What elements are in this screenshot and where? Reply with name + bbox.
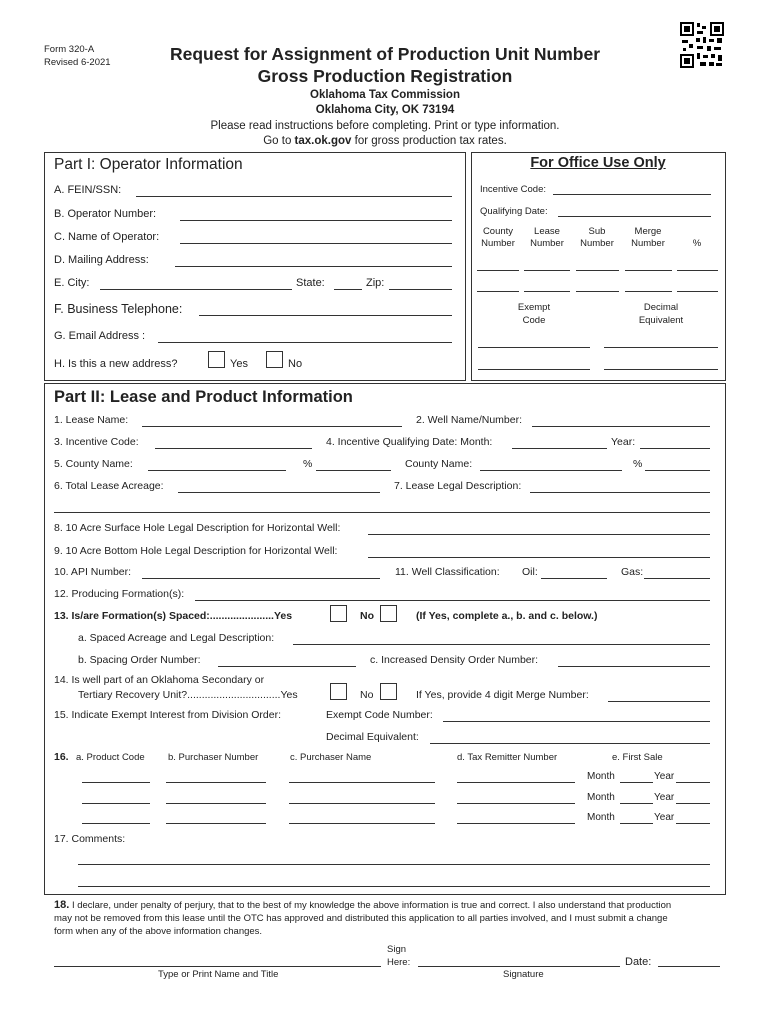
surface-hole-field[interactable] bbox=[368, 534, 710, 535]
density-order-field[interactable] bbox=[558, 666, 710, 667]
lease-legal-label: 7. Lease Legal Description: bbox=[394, 480, 522, 492]
incentive-code-label: 3. Incentive Code: bbox=[54, 436, 139, 448]
well-name-field[interactable] bbox=[532, 426, 710, 427]
decimal-equivalent-label: Decimal Equivalent: bbox=[326, 731, 419, 743]
operator-number-field[interactable] bbox=[180, 220, 452, 221]
tax-website-link[interactable]: tax.ok.gov bbox=[294, 135, 352, 147]
spaced-yes-checkbox[interactable] bbox=[330, 605, 347, 622]
decimal-equivalent-field[interactable] bbox=[430, 743, 710, 744]
county-pct-2-field[interactable] bbox=[645, 470, 710, 471]
surface-hole-label: 8. 10 Acre Surface Hole Legal Description for Horizontal Well: bbox=[54, 522, 341, 534]
first-sale-month-label-1: Month bbox=[587, 771, 615, 782]
county-name-field[interactable] bbox=[148, 470, 286, 471]
new-address-label: H. Is this a new address? bbox=[54, 358, 178, 370]
new-address-yes-label: Yes bbox=[230, 358, 248, 370]
state-field[interactable] bbox=[334, 289, 362, 290]
office-merge-field-1[interactable] bbox=[625, 270, 672, 271]
lease-legal-field-2[interactable] bbox=[54, 512, 710, 513]
lease-name-field[interactable] bbox=[142, 426, 402, 427]
incentive-code-field[interactable] bbox=[155, 448, 312, 449]
county-name-2-label: County Name: bbox=[405, 458, 473, 470]
purchaser-number-field-1[interactable] bbox=[166, 782, 266, 783]
instructions: Please read instructions before completing. Print or type information. bbox=[210, 120, 560, 132]
incentive-date-label: 4. Incentive Qualifying Date: Month: bbox=[326, 436, 493, 448]
form-subtitle: Gross Production Registration bbox=[257, 66, 513, 86]
operator-number-label: B. Operator Number: bbox=[54, 208, 157, 220]
formations-label: 12. Producing Formation(s): bbox=[54, 588, 185, 600]
business-telephone-field[interactable] bbox=[199, 315, 452, 316]
well-class-oil-field[interactable] bbox=[541, 578, 607, 579]
office-county-field-2[interactable] bbox=[477, 291, 519, 292]
county-pct-2-label: % bbox=[633, 458, 643, 470]
mailing-address-label: D. Mailing Address: bbox=[54, 254, 149, 266]
fein-label: A. FEIN/SSN: bbox=[54, 184, 122, 196]
exempt-code-header: Exempt Code bbox=[517, 302, 551, 326]
spaced-label: 13. Is/are Formation(s) Spaced:......................Yes bbox=[54, 610, 293, 622]
first-sale-header: e. First Sale bbox=[612, 752, 663, 763]
product-code-field-3[interactable] bbox=[82, 823, 150, 824]
bottom-hole-field[interactable] bbox=[368, 557, 710, 558]
exempt-code-label: Exempt Code Number: bbox=[326, 709, 433, 721]
incentive-year-field[interactable] bbox=[640, 448, 710, 449]
api-number-field[interactable] bbox=[142, 578, 380, 579]
lease-name-label: 1. Lease Name: bbox=[54, 414, 129, 426]
first-sale-month-field-3[interactable] bbox=[620, 823, 653, 824]
zip-field[interactable] bbox=[389, 289, 452, 290]
county-pct-label: % bbox=[303, 458, 313, 470]
purchaser-name-field-1[interactable] bbox=[289, 782, 435, 783]
fein-field[interactable] bbox=[136, 196, 452, 197]
tax-remitter-field-3[interactable] bbox=[457, 823, 575, 824]
office-pct-field-1[interactable] bbox=[677, 270, 718, 271]
merge-number-field[interactable] bbox=[608, 701, 710, 702]
new-address-yes-checkbox[interactable] bbox=[208, 351, 225, 368]
signature-label: Signature bbox=[503, 969, 544, 980]
office-decimal-field-2[interactable] bbox=[604, 369, 718, 370]
product-code-field-1[interactable] bbox=[82, 782, 150, 783]
office-qualifying-label: Qualifying Date: bbox=[480, 206, 548, 217]
purchaser-number-field-2[interactable] bbox=[166, 803, 266, 804]
date-field[interactable] bbox=[658, 966, 720, 967]
zip-label: Zip: bbox=[366, 277, 385, 289]
operator-name-label: C. Name of Operator: bbox=[54, 231, 160, 243]
product-code-field-2[interactable] bbox=[82, 803, 150, 804]
city-label: E. City: bbox=[54, 277, 90, 289]
density-order-label: c. Increased Density Order Number: bbox=[370, 654, 539, 666]
api-number-label: 10. API Number: bbox=[54, 566, 132, 578]
lease-acreage-label: 6. Total Lease Acreage: bbox=[54, 480, 164, 492]
tax-remitter-field-1[interactable] bbox=[457, 782, 575, 783]
product-code-header: a. Product Code bbox=[76, 752, 145, 763]
bottom-hole-label: 9. 10 Acre Bottom Hole Legal Description for Horizontal Well: bbox=[54, 545, 338, 557]
agency-address: Oklahoma City, OK 73194 bbox=[315, 104, 455, 116]
county-pct-field[interactable] bbox=[316, 470, 391, 471]
part1-title: Part I: Operator Information bbox=[54, 156, 243, 173]
sign-here-label: Sign Here: bbox=[387, 944, 411, 968]
first-sale-month-field-1[interactable] bbox=[620, 782, 653, 783]
comments-field-1[interactable] bbox=[78, 864, 710, 865]
incentive-year-label: Year: bbox=[611, 436, 636, 448]
first-sale-year-field-2[interactable] bbox=[676, 803, 710, 804]
lease-acreage-field[interactable] bbox=[178, 492, 380, 493]
print-name-field[interactable] bbox=[54, 966, 381, 967]
email-address-field[interactable] bbox=[158, 342, 452, 343]
well-class-gas-label: Gas: bbox=[621, 566, 644, 578]
purchaser-number-field-3[interactable] bbox=[166, 823, 266, 824]
spaced-acreage-field[interactable] bbox=[293, 644, 710, 645]
col-county-header: County Number bbox=[481, 226, 515, 249]
spaced-note: (If Yes, complete a., b. and c. below.) bbox=[416, 610, 598, 622]
spaced-no-checkbox[interactable] bbox=[380, 605, 397, 622]
form-revised: Revised 6-2021 bbox=[44, 57, 111, 68]
well-name-label: 2. Well Name/Number: bbox=[416, 414, 523, 426]
state-label: State: bbox=[296, 277, 325, 289]
form-title: Request for Assignment of Production Unit Number bbox=[169, 44, 601, 64]
col-pct-header: % bbox=[692, 238, 702, 249]
office-pct-field-2[interactable] bbox=[677, 291, 718, 292]
col-lease-header: Lease Number bbox=[530, 226, 564, 249]
spacing-order-field[interactable] bbox=[218, 666, 356, 667]
first-sale-year-label-2: Year bbox=[654, 792, 675, 803]
first-sale-month-label-2: Month bbox=[587, 792, 615, 803]
qr-code-icon bbox=[680, 22, 724, 68]
incentive-month-field[interactable] bbox=[512, 448, 607, 449]
lease-legal-field[interactable] bbox=[530, 492, 710, 493]
first-sale-month-field-2[interactable] bbox=[620, 803, 653, 804]
declaration-text: 18. I declare, under penalty of perjury, that to the best of my knowledge the above information is true and correct. I also understand that production may not be removed from this lease until the OTC has approved and distributed this application to all parties involved, and I must submit a change form when any of the above information changes. bbox=[54, 899, 672, 937]
print-name-label: Type or Print Name and Title bbox=[158, 969, 279, 980]
office-exempt-field-2[interactable] bbox=[478, 369, 590, 370]
operator-name-field[interactable] bbox=[180, 243, 452, 244]
rates-instructions: Go to tax.ok.gov for gross production tax rates. bbox=[263, 135, 507, 147]
col-sub-header: Sub Number bbox=[580, 226, 614, 249]
office-county-field-1[interactable] bbox=[477, 270, 519, 271]
new-address-no-checkbox[interactable] bbox=[266, 351, 283, 368]
col-merge-header: Merge Number bbox=[631, 226, 665, 249]
first-sale-year-field-3[interactable] bbox=[676, 823, 710, 824]
form-number: Form 320-A bbox=[44, 44, 95, 55]
office-sub-field-1[interactable] bbox=[576, 270, 619, 271]
recovery-no-label: No bbox=[360, 689, 374, 701]
product-row-number: 16. bbox=[54, 751, 69, 763]
recovery-unit-label-2: Tertiary Recovery Unit?................................Yes bbox=[78, 689, 298, 701]
decimal-equivalent-header: Decimal Equivalent bbox=[638, 302, 684, 326]
first-sale-year-label-3: Year bbox=[654, 812, 675, 823]
office-decimal-field-1[interactable] bbox=[604, 347, 718, 348]
first-sale-month-label-3: Month bbox=[587, 812, 615, 823]
office-incentive-label: Incentive Code: bbox=[480, 184, 547, 195]
office-sub-field-2[interactable] bbox=[576, 291, 619, 292]
tax-remitter-field-2[interactable] bbox=[457, 803, 575, 804]
recovery-no-checkbox[interactable] bbox=[380, 683, 397, 700]
comments-field-2[interactable] bbox=[78, 886, 710, 887]
merge-number-label: If Yes, provide 4 digit Merge Number: bbox=[416, 689, 589, 701]
new-address-no-label: No bbox=[288, 358, 303, 370]
recovery-unit-label: 14. Is well part of an Oklahoma Secondary or bbox=[54, 674, 265, 686]
city-field[interactable] bbox=[100, 289, 292, 290]
part2-title: Part II: Lease and Product Information bbox=[54, 388, 353, 406]
spacing-order-label: b. Spacing Order Number: bbox=[78, 654, 201, 666]
spaced-acreage-label: a. Spaced Acreage and Legal Description: bbox=[78, 632, 275, 644]
mailing-address-field[interactable] bbox=[175, 266, 452, 267]
office-merge-field-2[interactable] bbox=[625, 291, 672, 292]
county-name-2-field[interactable] bbox=[480, 470, 622, 471]
office-qualifying-field[interactable] bbox=[558, 216, 711, 217]
email-address-label: G. Email Address : bbox=[54, 330, 146, 342]
first-sale-year-field-1[interactable] bbox=[676, 782, 710, 783]
office-lease-field-2[interactable] bbox=[524, 291, 570, 292]
agency-name: Oklahoma Tax Commission bbox=[310, 89, 460, 101]
formations-field[interactable] bbox=[195, 600, 710, 601]
exempt-interest-label: 15. Indicate Exempt Interest from Division Order: bbox=[54, 709, 282, 721]
well-class-gas-field[interactable] bbox=[644, 578, 710, 579]
spaced-no-label: No bbox=[360, 610, 374, 622]
first-sale-year-label-1: Year bbox=[654, 771, 675, 782]
tax-remitter-header: d. Tax Remitter Number bbox=[457, 752, 558, 763]
business-telephone-label: F. Business Telephone: bbox=[54, 302, 183, 316]
county-name-label: 5. County Name: bbox=[54, 458, 133, 470]
office-incentive-field[interactable] bbox=[553, 194, 711, 195]
well-class-oil-label: Oil: bbox=[522, 566, 538, 578]
recovery-yes-checkbox[interactable] bbox=[330, 683, 347, 700]
signature-field[interactable] bbox=[418, 966, 620, 967]
well-class-label: 11. Well Classification: bbox=[395, 566, 500, 578]
office-exempt-field-1[interactable] bbox=[478, 347, 590, 348]
date-label: Date: bbox=[625, 956, 652, 968]
purchaser-name-field-3[interactable] bbox=[289, 823, 435, 824]
comments-label: 17. Comments: bbox=[54, 833, 126, 845]
purchaser-name-field-2[interactable] bbox=[289, 803, 435, 804]
purchaser-name-header: c. Purchaser Name bbox=[290, 752, 372, 763]
office-lease-field-1[interactable] bbox=[524, 270, 570, 271]
office-use-title: For Office Use Only bbox=[530, 155, 666, 171]
exempt-code-field[interactable] bbox=[443, 721, 710, 722]
purchaser-number-header: b. Purchaser Number bbox=[168, 752, 259, 763]
